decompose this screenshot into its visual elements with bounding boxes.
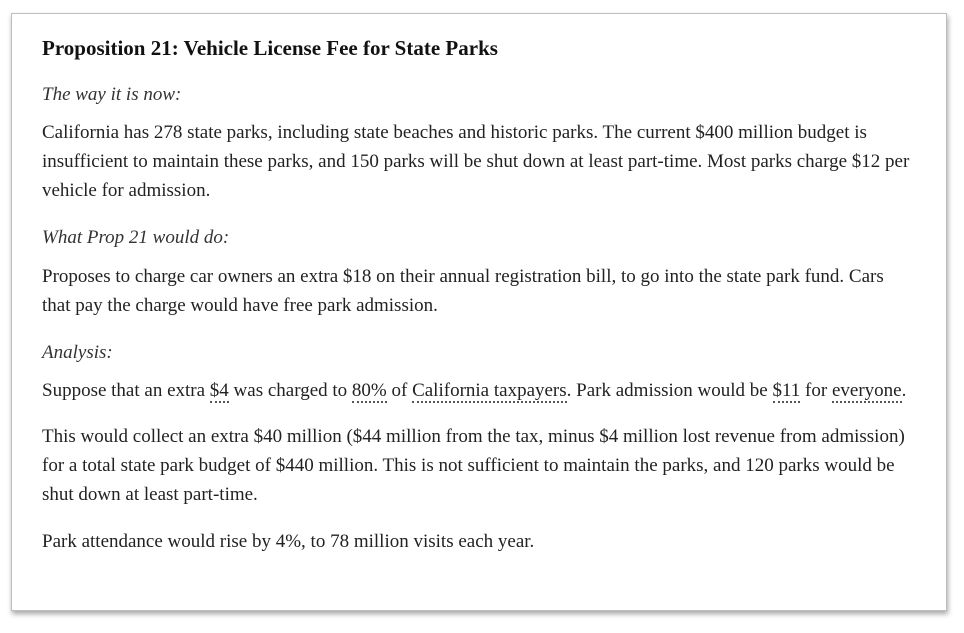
charge-amount-variable[interactable]: $4 [209,380,229,401]
section-label-now: The way it is now: [42,84,182,105]
percent-variable[interactable]: 80% [351,380,387,401]
admission-price-variable[interactable]: $11 [772,380,801,401]
text-segment: was charged to [228,380,352,401]
paragraph-analysis-budget: This would collect an extra $40 million ($44 million from the tax, minus $4 million lost revenue from admission) for a total state park budget of $440 million. This is not sufficient to maintain the parks, and 120 parks would be shut down at least part-time. [42,426,905,505]
page-title: Proposition 21: Vehicle License Fee for State Parks [42,36,498,60]
text-segment: for [800,380,832,401]
section-label-prop: What Prop 21 would do: [42,227,230,248]
paragraph-analysis-attendance: Park attendance would rise by 4%, to 78 million visits each year. [42,531,535,552]
section-label-analysis: Analysis: [42,342,113,363]
text-segment: . [901,380,907,401]
text-segment: . Park admission would be [566,380,773,401]
payer-group-variable[interactable]: California taxpayers [412,380,567,401]
article-card [11,13,947,611]
paragraph-analysis-assumption [42,376,916,405]
text-segment: Suppose that an extra [42,380,210,401]
paragraph-prop: Proposes to charge car owners an extra $18 on their annual registration bill, to go into the state park fund. Cars that pay the charge would have free park admission. [42,266,884,316]
text-segment: of [386,380,413,401]
admission-group-variable[interactable]: everyone [831,380,902,401]
paragraph-now: California has 278 state parks, including state beaches and historic parks. The current $400 million budget is insufficient to maintain these parks, and 150 parks will be shut down at least part-time. Most parks charge $12 per vehicle for admission. [42,122,910,201]
